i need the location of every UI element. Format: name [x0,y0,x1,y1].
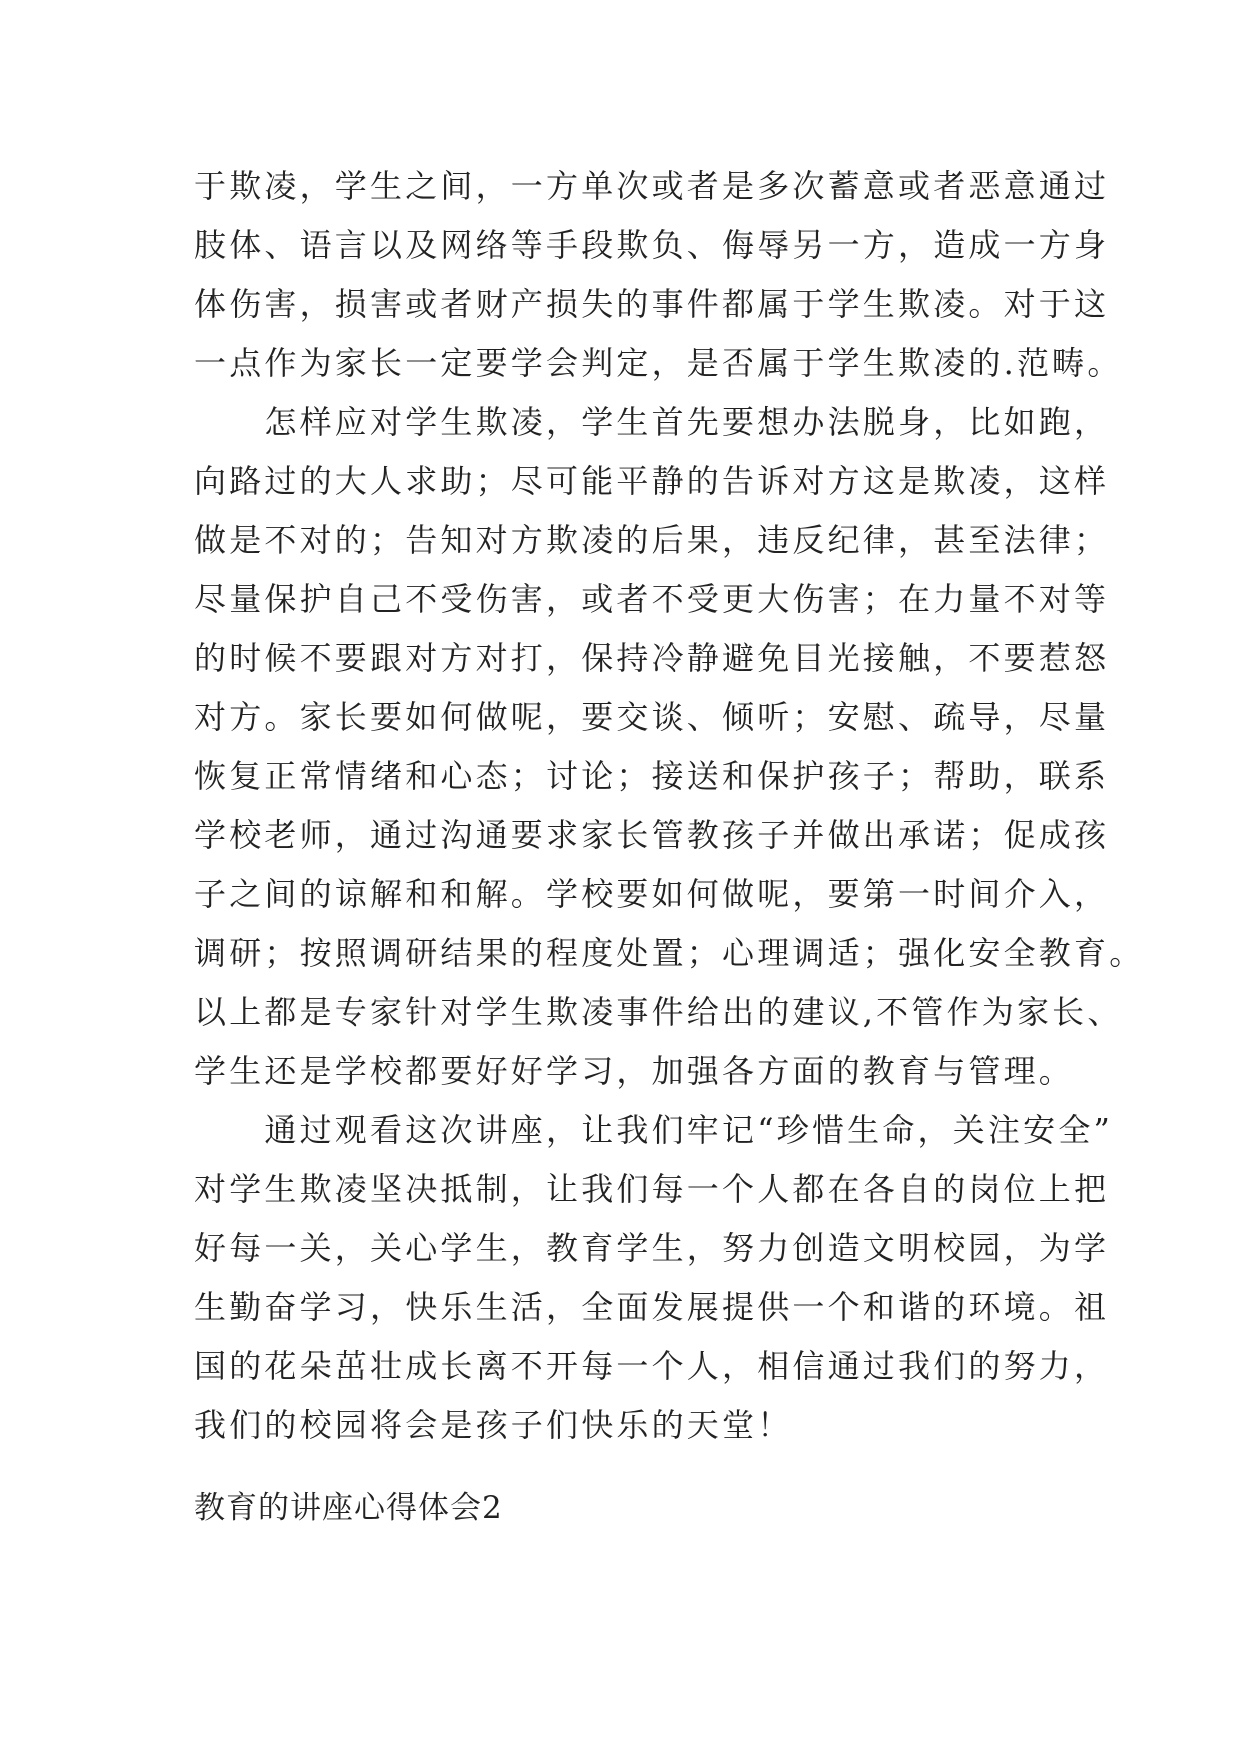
paragraph-line: 子之间的谅解和和解。学校要如何做呢，要第一时间介入， [194,875,1110,913]
paragraph-line: 肢体、语言以及网络等手段欺负、侮辱另一方，造成一方身 [194,226,1110,264]
paragraph-line: 于欺凌，学生之间，一方单次或者是多次蓄意或者恶意通过 [194,167,1110,205]
paragraph-line: 怎样应对学生欺凌，学生首先要想办法脱身，比如跑， [194,403,1110,441]
paragraph-line: 通过观看这次讲座，让我们牢记“珍惜生命，关注安全” [194,1111,1114,1149]
paragraph-line: 体伤害，损害或者财产损失的事件都属于学生欺凌。对于这 [194,285,1110,323]
paragraph-line: 以上都是专家针对学生欺凌事件给出的建议,不管作为家长、 [194,993,1123,1031]
paragraph-line: 学校老师，通过沟通要求家长管教孩子并做出承诺；促成孩 [194,816,1110,854]
paragraph-2 [194,393,1145,1101]
paragraph-line: 学生还是学校都要好好学习，加强各方面的教育与管理。 [194,1052,1075,1090]
paragraph-line: 做是不对的；告知对方欺凌的后果，违反纪律，甚至法律； [194,521,1110,559]
paragraph-line: 向路过的大人求助；尽可能平静的告诉对方这是欺凌，这样 [194,462,1110,500]
paragraph-line: 对方。家长要如何做呢，要交谈、倾听；安慰、疏导，尽量 [194,698,1110,736]
paragraph-line: 生勤奋学习，快乐生活，全面发展提供一个和谐的环境。祖 [194,1288,1110,1326]
paragraph-3 [194,1101,1114,1455]
paragraph-1 [194,157,1123,393]
paragraph-line: 好每一关，关心学生，教育学生，努力创造文明校园，为学 [194,1229,1110,1267]
paragraph-line: 我们的校园将会是孩子们快乐的天堂！ [194,1406,793,1444]
paragraph-line: 调研；按照调研结果的程度处置；心理调适；强化安全教育。 [194,934,1145,972]
paragraph-line: 恢复正常情绪和心态；讨论；接送和保护孩子；帮助，联系 [194,757,1110,795]
paragraph-line: 的时候不要跟对方对打，保持冷静避免目光接触，不要惹怒 [194,639,1110,677]
paragraph-line: 一点作为家长一定要学会判定，是否属于学生欺凌的.范畴。 [194,344,1123,382]
paragraph-line: 对学生欺凌坚决抵制，让我们每一个人都在各自的岗位上把 [194,1170,1110,1208]
paragraph-line: 尽量保护自己不受伤害，或者不受更大伤害；在力量不对等 [194,580,1110,618]
paragraph-line: 国的花朵茁壮成长离不开每一个人，相信通过我们的努力， [194,1347,1110,1385]
section-heading: 教育的讲座心得体会2 [194,1490,503,1526]
